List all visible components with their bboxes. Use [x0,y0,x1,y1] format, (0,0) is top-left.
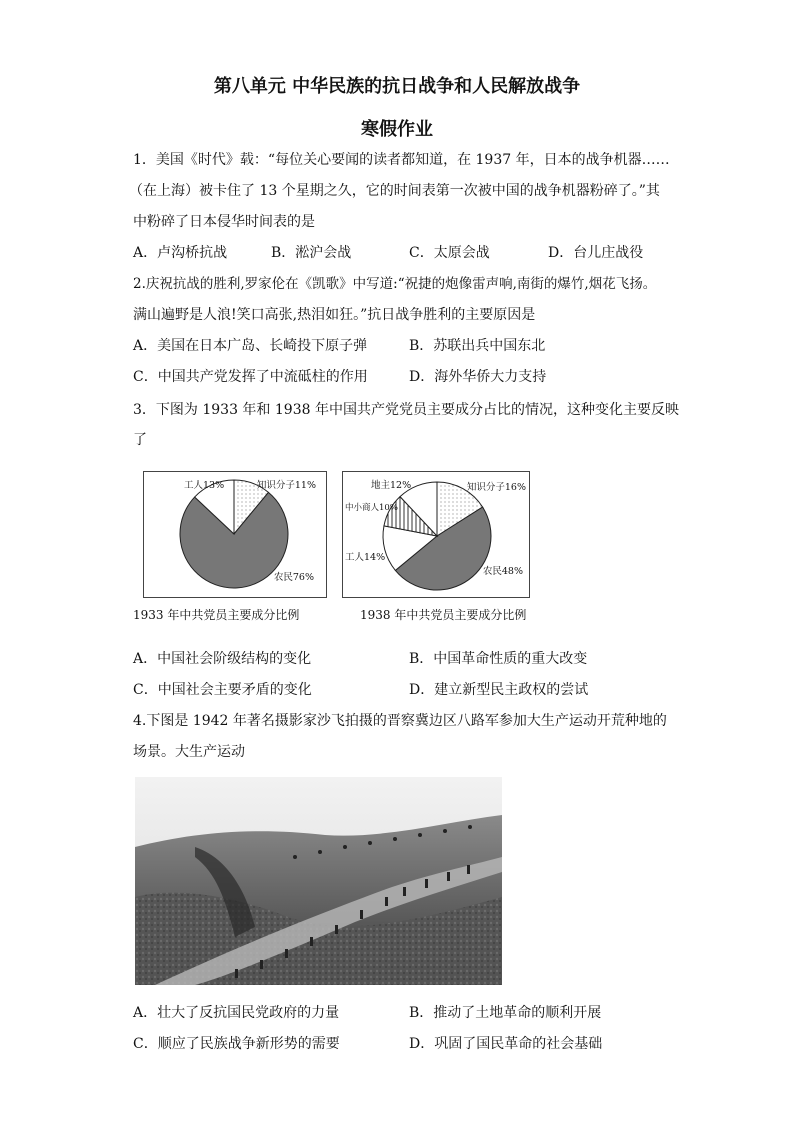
page-subtitle: 寒假作业 [361,119,433,140]
chart-caption-1938: 1938 年中共党员主要成分比例 [360,608,527,622]
pie-chart-1938 [342,471,530,598]
option-a: A．美国在日本广岛、长崎投下原子弹 [133,338,368,354]
chart-caption-1933: 1933 年中共党员主要成分比例 [133,608,300,622]
option-b: B．苏联出兵中国东北 [409,338,546,354]
question-text-line: 场景。大生产运动 [133,744,245,760]
question-text-line: 满山遍野是人浪!笑口高张,热泪如狂。”抗日战争胜利的主要原因是 [133,307,536,323]
option-c: C．中国社会主要矛盾的变化 [133,682,312,698]
pie-slice-label: 中小商人10% [345,503,398,513]
option-d: D．台儿庄战役 [548,245,644,261]
option-a: A．卢沟桥抗战 [133,245,228,261]
question-text-line: 中粉碎了日本侵华时间表的是 [133,214,315,230]
option-b: B．推动了土地革命的顺利开展 [409,1005,602,1021]
pie-slice-label: 农民76% [273,572,314,583]
option-c: C．中国共产党发挥了中流砥柱的作用 [133,369,368,385]
pie-chart-1933 [143,471,327,598]
pie-slice-label: 农民48% [482,566,523,577]
page-title: 第八单元 中华民族的抗日战争和人民解放战争 [213,76,581,97]
option-d: D．巩固了国民革命的社会基础 [409,1036,603,1052]
question-text-line: 了 [133,432,147,448]
option-c: C．太原会战 [409,245,490,261]
option-b: B．中国革命性质的重大改变 [409,651,588,667]
pie-slice-label: 知识分子11% [256,480,316,491]
question-text-line: 3．下图为 1933 年和 1938 年中国共产党党员主要成分占比的情况，这种变化主要反映 [133,402,679,418]
pie-slice-label: 地主12% [371,480,412,491]
option-d: D．建立新型民主政权的尝试 [409,682,589,698]
option-d: D．海外华侨大力支持 [409,369,547,385]
pie-chart-1938-svg [343,472,529,597]
question-text-line: 4.下图是 1942 年著名摄影家沙飞拍摄的晋察冀边区八路军参加大生产运动开荒种地的 [133,713,667,729]
question-text-line: （在上海）被卡住了 13 个星期之久，它的时间表第一次被中国的战争机器粉碎了。”其 [129,183,660,199]
historical-photo [135,777,502,985]
pie-slice-label: 工人13% [184,480,225,491]
option-c: C．顺应了民族战争新形势的需要 [133,1036,340,1052]
question-text-line: 1．美国《时代》载：“每位关心要闻的读者都知道，在 1937 年，日本的战争机器…… [133,152,670,168]
option-b: B．淞沪会战 [271,245,352,261]
pie-slice-label: 工人14% [345,552,386,563]
option-a: A．壮大了反抗国民党政府的力量 [133,1005,340,1021]
question-text-line: 2.庆祝抗战的胜利,罗家伦在《凯歌》中写道:“祝捷的炮像雷声响,南街的爆竹,烟花飞扬。 [133,276,657,292]
pie-chart-1933-svg [144,472,326,597]
photo-illustration [135,777,502,985]
option-a: A．中国社会阶级结构的变化 [133,651,312,667]
pie-slice-label: 知识分子16% [466,482,526,493]
